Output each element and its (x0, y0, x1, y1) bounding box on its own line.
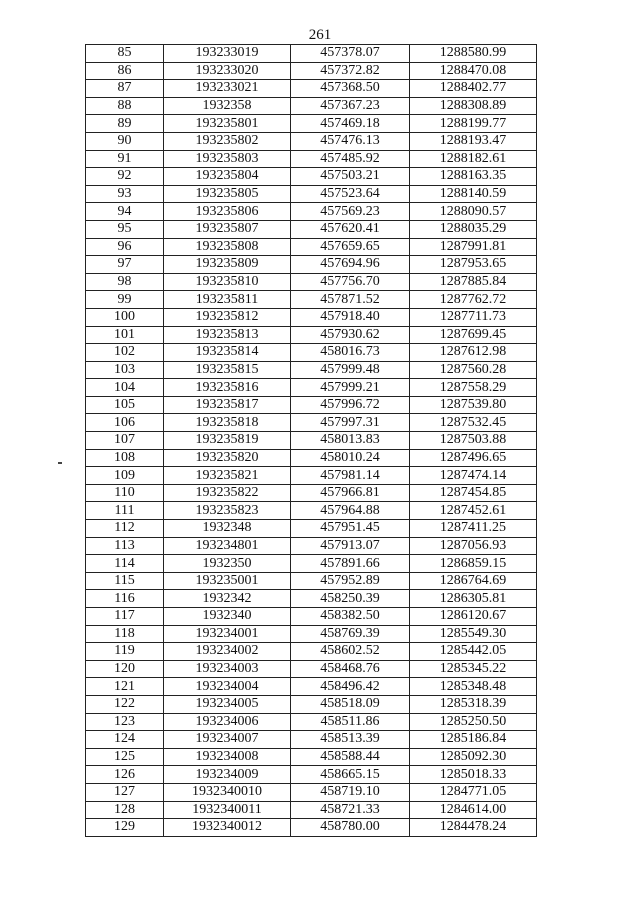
x-coordinate-cell: 458513.39 (291, 731, 410, 749)
table-row (86, 660, 537, 678)
row-index-cell: 128 (86, 801, 164, 819)
row-index-cell: 109 (86, 467, 164, 485)
point-id-cell: 193235803 (164, 150, 291, 168)
x-coordinate-cell: 457694.96 (291, 256, 410, 274)
row-index-cell: 88 (86, 97, 164, 115)
point-id-cell: 193234801 (164, 537, 291, 555)
y-coordinate-cell: 1285186.84 (410, 731, 537, 749)
x-coordinate-cell: 457964.88 (291, 502, 410, 520)
x-coordinate-cell: 457981.14 (291, 467, 410, 485)
row-index-cell: 125 (86, 748, 164, 766)
x-coordinate-cell: 457503.21 (291, 168, 410, 186)
y-coordinate-cell: 1287762.72 (410, 291, 537, 309)
row-index-cell: 99 (86, 291, 164, 309)
table-row (86, 361, 537, 379)
row-index-cell: 122 (86, 695, 164, 713)
row-index-cell: 117 (86, 608, 164, 626)
y-coordinate-cell: 1288580.99 (410, 45, 537, 63)
table-row (86, 678, 537, 696)
table-row (86, 766, 537, 784)
page-number: 261 (308, 27, 332, 43)
row-index-cell: 101 (86, 326, 164, 344)
table-row (86, 150, 537, 168)
row-index-cell: 120 (86, 660, 164, 678)
y-coordinate-cell: 1287532.45 (410, 414, 537, 432)
point-id-cell: 193235805 (164, 185, 291, 203)
table-row (86, 555, 537, 573)
point-id-cell: 193233019 (164, 45, 291, 63)
x-coordinate-cell: 457476.13 (291, 132, 410, 150)
x-coordinate-cell: 458382.50 (291, 608, 410, 626)
row-index-cell: 107 (86, 432, 164, 450)
y-coordinate-cell: 1285442.05 (410, 643, 537, 661)
x-coordinate-cell: 458602.52 (291, 643, 410, 661)
y-coordinate-cell: 1288182.61 (410, 150, 537, 168)
row-index-cell: 115 (86, 572, 164, 590)
row-index-cell: 124 (86, 731, 164, 749)
point-id-cell: 193234008 (164, 748, 291, 766)
row-index-cell: 106 (86, 414, 164, 432)
y-coordinate-cell: 1288140.59 (410, 185, 537, 203)
row-index-cell: 111 (86, 502, 164, 520)
point-id-cell: 1932358 (164, 97, 291, 115)
x-coordinate-cell: 457930.62 (291, 326, 410, 344)
y-coordinate-cell: 1287953.65 (410, 256, 537, 274)
point-id-cell: 193234006 (164, 713, 291, 731)
row-index-cell: 113 (86, 537, 164, 555)
table-row (86, 520, 537, 538)
point-id-cell: 193234009 (164, 766, 291, 784)
row-index-cell: 104 (86, 379, 164, 397)
y-coordinate-cell: 1284478.24 (410, 819, 537, 837)
table-row (86, 467, 537, 485)
row-index-cell: 96 (86, 238, 164, 256)
table-row (86, 783, 537, 801)
row-index-cell: 118 (86, 625, 164, 643)
point-id-cell: 193235001 (164, 572, 291, 590)
point-id-cell: 193235822 (164, 484, 291, 502)
row-index-cell: 86 (86, 62, 164, 80)
x-coordinate-cell: 458588.44 (291, 748, 410, 766)
y-coordinate-cell: 1285092.30 (410, 748, 537, 766)
table-row (86, 695, 537, 713)
table-row (86, 608, 537, 626)
y-coordinate-cell: 1287496.65 (410, 449, 537, 467)
y-coordinate-cell: 1285549.30 (410, 625, 537, 643)
row-index-cell: 110 (86, 484, 164, 502)
row-index-cell: 92 (86, 168, 164, 186)
x-coordinate-cell: 457485.92 (291, 150, 410, 168)
row-index-cell: 127 (86, 783, 164, 801)
point-id-cell: 1932348 (164, 520, 291, 538)
y-coordinate-cell: 1285018.33 (410, 766, 537, 784)
row-index-cell: 105 (86, 396, 164, 414)
point-id-cell: 193234004 (164, 678, 291, 696)
table-row (86, 326, 537, 344)
point-id-cell: 193233020 (164, 62, 291, 80)
table-row (86, 537, 537, 555)
row-index-cell: 100 (86, 308, 164, 326)
y-coordinate-cell: 1285318.39 (410, 695, 537, 713)
y-coordinate-cell: 1287454.85 (410, 484, 537, 502)
y-coordinate-cell: 1287474.14 (410, 467, 537, 485)
table-row (86, 132, 537, 150)
table-row (86, 414, 537, 432)
table-row (86, 344, 537, 362)
x-coordinate-cell: 457997.31 (291, 414, 410, 432)
x-coordinate-cell: 458518.09 (291, 695, 410, 713)
x-coordinate-cell: 458016.73 (291, 344, 410, 362)
row-index-cell: 129 (86, 819, 164, 837)
point-id-cell: 193233021 (164, 80, 291, 98)
coordinates-table-body (86, 45, 537, 837)
x-coordinate-cell: 457378.07 (291, 45, 410, 63)
row-index-cell: 93 (86, 185, 164, 203)
y-coordinate-cell: 1284771.05 (410, 783, 537, 801)
table-row (86, 168, 537, 186)
point-id-cell: 193235820 (164, 449, 291, 467)
table-row (86, 291, 537, 309)
x-coordinate-cell: 458013.83 (291, 432, 410, 450)
table-row (86, 97, 537, 115)
x-coordinate-cell: 457952.89 (291, 572, 410, 590)
point-id-cell: 1932340012 (164, 819, 291, 837)
point-id-cell: 193235814 (164, 344, 291, 362)
point-id-cell: 193235812 (164, 308, 291, 326)
table-row (86, 80, 537, 98)
x-coordinate-cell: 457996.72 (291, 396, 410, 414)
y-coordinate-cell: 1286764.69 (410, 572, 537, 590)
x-coordinate-cell: 457999.21 (291, 379, 410, 397)
row-index-cell: 103 (86, 361, 164, 379)
x-coordinate-cell: 458719.10 (291, 783, 410, 801)
y-coordinate-cell: 1288035.29 (410, 220, 537, 238)
x-coordinate-cell: 457469.18 (291, 115, 410, 133)
table-row (86, 625, 537, 643)
table-row (86, 484, 537, 502)
x-coordinate-cell: 458665.15 (291, 766, 410, 784)
x-coordinate-cell: 457918.40 (291, 308, 410, 326)
table-row (86, 115, 537, 133)
table-row (86, 203, 537, 221)
x-coordinate-cell: 458780.00 (291, 819, 410, 837)
table-row (86, 396, 537, 414)
y-coordinate-cell: 1287560.28 (410, 361, 537, 379)
y-coordinate-cell: 1288308.89 (410, 97, 537, 115)
table-row (86, 731, 537, 749)
y-coordinate-cell: 1288090.57 (410, 203, 537, 221)
x-coordinate-cell: 458010.24 (291, 449, 410, 467)
point-id-cell: 193235802 (164, 132, 291, 150)
y-coordinate-cell: 1287411.25 (410, 520, 537, 538)
point-id-cell: 193235819 (164, 432, 291, 450)
y-coordinate-cell: 1288199.77 (410, 115, 537, 133)
y-coordinate-cell: 1284614.00 (410, 801, 537, 819)
table-row (86, 643, 537, 661)
x-coordinate-cell: 458721.33 (291, 801, 410, 819)
x-coordinate-cell: 457871.52 (291, 291, 410, 309)
point-id-cell: 193235816 (164, 379, 291, 397)
table-row (86, 432, 537, 450)
row-index-cell: 116 (86, 590, 164, 608)
x-coordinate-cell: 457951.45 (291, 520, 410, 538)
x-coordinate-cell: 457659.65 (291, 238, 410, 256)
y-coordinate-cell: 1287711.73 (410, 308, 537, 326)
point-id-cell: 193235823 (164, 502, 291, 520)
y-coordinate-cell: 1287452.61 (410, 502, 537, 520)
table-row (86, 238, 537, 256)
table-row (86, 449, 537, 467)
point-id-cell: 193234001 (164, 625, 291, 643)
y-coordinate-cell: 1285250.50 (410, 713, 537, 731)
point-id-cell: 193235809 (164, 256, 291, 274)
table-row (86, 220, 537, 238)
x-coordinate-cell: 458511.86 (291, 713, 410, 731)
table-row (86, 379, 537, 397)
point-id-cell: 1932340011 (164, 801, 291, 819)
point-id-cell: 1932340010 (164, 783, 291, 801)
y-coordinate-cell: 1286859.15 (410, 555, 537, 573)
x-coordinate-cell: 457891.66 (291, 555, 410, 573)
row-index-cell: 126 (86, 766, 164, 784)
y-coordinate-cell: 1287612.98 (410, 344, 537, 362)
y-coordinate-cell: 1288193.47 (410, 132, 537, 150)
point-id-cell: 193235821 (164, 467, 291, 485)
table-row (86, 256, 537, 274)
table-row (86, 185, 537, 203)
point-id-cell: 193235808 (164, 238, 291, 256)
point-id-cell: 193235810 (164, 273, 291, 291)
x-coordinate-cell: 457999.48 (291, 361, 410, 379)
x-coordinate-cell: 457372.82 (291, 62, 410, 80)
row-index-cell: 119 (86, 643, 164, 661)
table-row (86, 801, 537, 819)
table-row (86, 308, 537, 326)
table-row (86, 713, 537, 731)
table-row (86, 273, 537, 291)
point-id-cell: 193235811 (164, 291, 291, 309)
table-row (86, 62, 537, 80)
row-index-cell: 90 (86, 132, 164, 150)
table-row (86, 45, 537, 63)
y-coordinate-cell: 1287539.80 (410, 396, 537, 414)
row-index-cell: 123 (86, 713, 164, 731)
y-coordinate-cell: 1287558.29 (410, 379, 537, 397)
row-index-cell: 108 (86, 449, 164, 467)
x-coordinate-cell: 458769.39 (291, 625, 410, 643)
table-row (86, 819, 537, 837)
row-index-cell: 102 (86, 344, 164, 362)
point-id-cell: 193235818 (164, 414, 291, 432)
row-index-cell: 94 (86, 203, 164, 221)
point-id-cell: 1932340 (164, 608, 291, 626)
y-coordinate-cell: 1288470.08 (410, 62, 537, 80)
point-id-cell: 193234002 (164, 643, 291, 661)
point-id-cell: 1932350 (164, 555, 291, 573)
coordinates-table-container (85, 44, 537, 837)
y-coordinate-cell: 1288402.77 (410, 80, 537, 98)
y-coordinate-cell: 1285345.22 (410, 660, 537, 678)
point-id-cell: 193235806 (164, 203, 291, 221)
x-coordinate-cell: 458468.76 (291, 660, 410, 678)
point-id-cell: 193235817 (164, 396, 291, 414)
x-coordinate-cell: 457368.50 (291, 80, 410, 98)
x-coordinate-cell: 457966.81 (291, 484, 410, 502)
row-index-cell: 87 (86, 80, 164, 98)
point-id-cell: 193235807 (164, 220, 291, 238)
x-coordinate-cell: 458496.42 (291, 678, 410, 696)
x-coordinate-cell: 457913.07 (291, 537, 410, 555)
point-id-cell: 193235815 (164, 361, 291, 379)
x-coordinate-cell: 457523.64 (291, 185, 410, 203)
x-coordinate-cell: 457367.23 (291, 97, 410, 115)
y-coordinate-cell: 1286305.81 (410, 590, 537, 608)
margin-mark (58, 462, 62, 464)
row-index-cell: 85 (86, 45, 164, 63)
table-row (86, 590, 537, 608)
row-index-cell: 91 (86, 150, 164, 168)
point-id-cell: 193234007 (164, 731, 291, 749)
table-row (86, 572, 537, 590)
point-id-cell: 193234005 (164, 695, 291, 713)
y-coordinate-cell: 1287699.45 (410, 326, 537, 344)
row-index-cell: 89 (86, 115, 164, 133)
table-row (86, 748, 537, 766)
point-id-cell: 193235801 (164, 115, 291, 133)
y-coordinate-cell: 1287503.88 (410, 432, 537, 450)
y-coordinate-cell: 1288163.35 (410, 168, 537, 186)
table-row (86, 502, 537, 520)
point-id-cell: 193235813 (164, 326, 291, 344)
row-index-cell: 114 (86, 555, 164, 573)
x-coordinate-cell: 457569.23 (291, 203, 410, 221)
y-coordinate-cell: 1287056.93 (410, 537, 537, 555)
y-coordinate-cell: 1285348.48 (410, 678, 537, 696)
row-index-cell: 121 (86, 678, 164, 696)
y-coordinate-cell: 1287991.81 (410, 238, 537, 256)
x-coordinate-cell: 457756.70 (291, 273, 410, 291)
coordinates-table (85, 44, 537, 837)
y-coordinate-cell: 1286120.67 (410, 608, 537, 626)
row-index-cell: 98 (86, 273, 164, 291)
y-coordinate-cell: 1287885.84 (410, 273, 537, 291)
x-coordinate-cell: 458250.39 (291, 590, 410, 608)
point-id-cell: 193235804 (164, 168, 291, 186)
point-id-cell: 193234003 (164, 660, 291, 678)
row-index-cell: 95 (86, 220, 164, 238)
x-coordinate-cell: 457620.41 (291, 220, 410, 238)
row-index-cell: 97 (86, 256, 164, 274)
point-id-cell: 1932342 (164, 590, 291, 608)
row-index-cell: 112 (86, 520, 164, 538)
